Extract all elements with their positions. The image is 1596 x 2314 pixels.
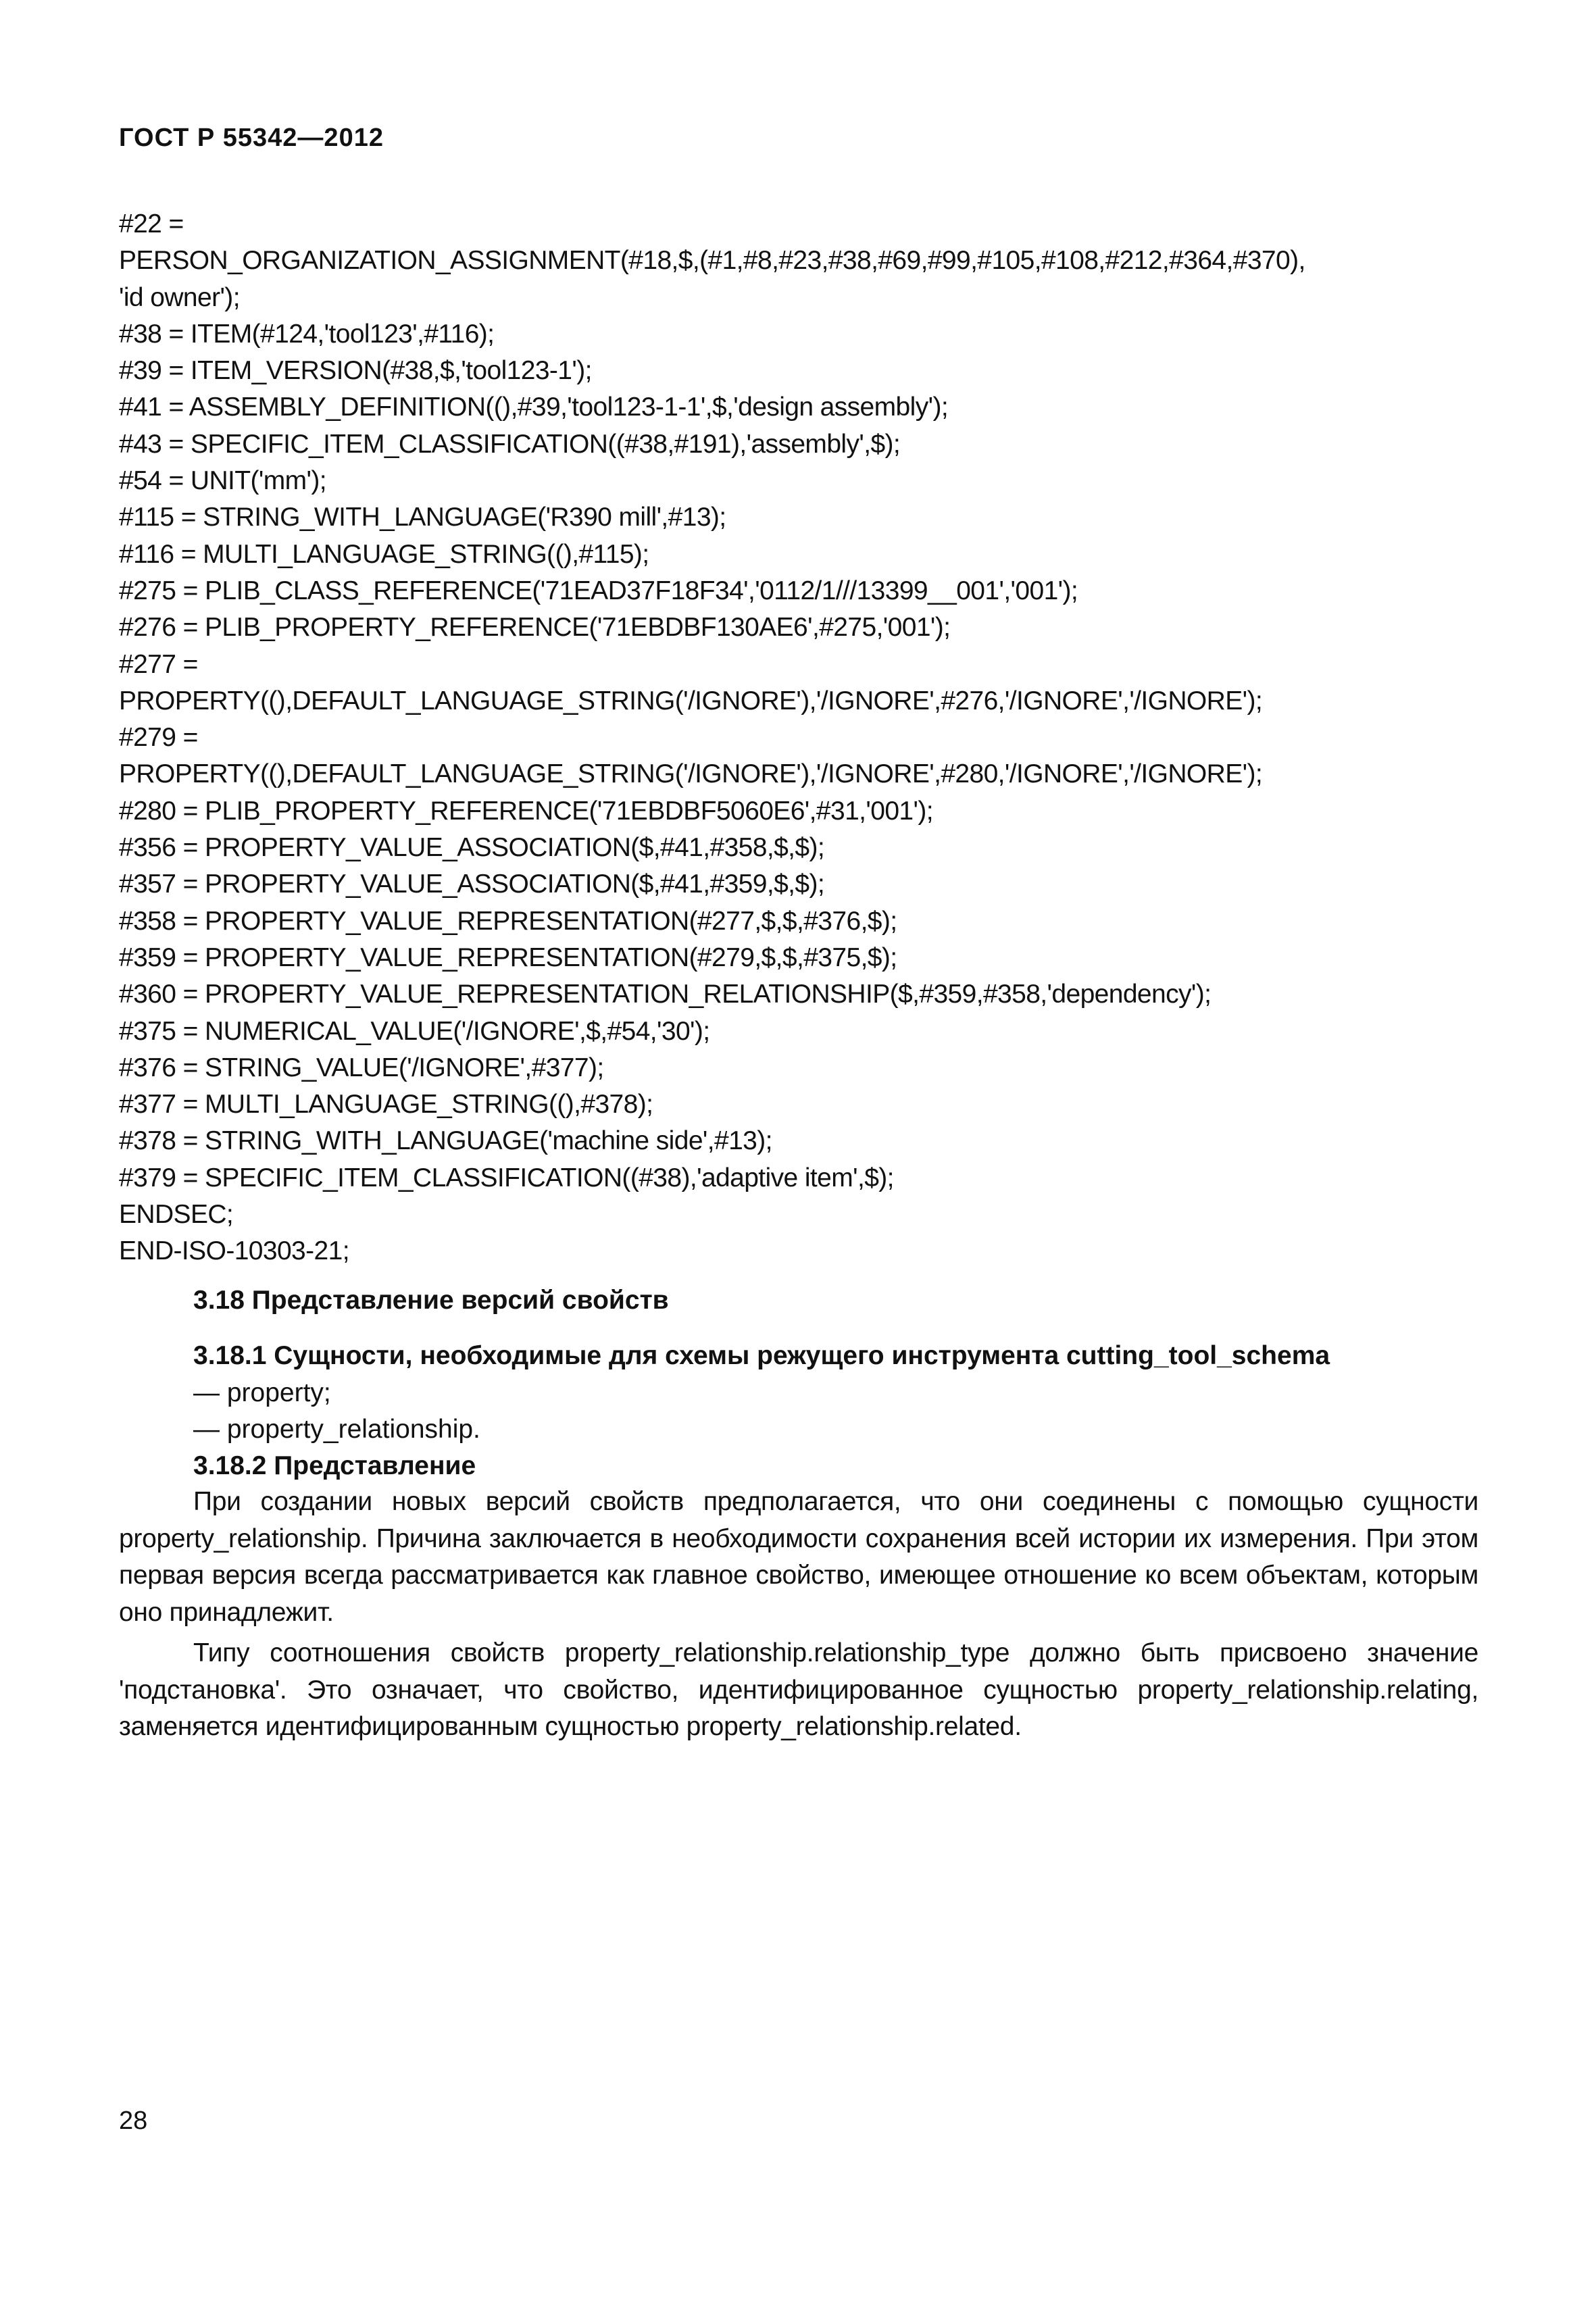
section-heading-3-18-1: 3.18.1 Сущности, необходимые для схемы режущего инструмента cutting_tool_schema xyxy=(193,1341,1330,1370)
code-line: #54 = UNIT('mm'); xyxy=(119,466,326,496)
code-line: #38 = ITEM(#124,'tool123',#116); xyxy=(119,319,495,349)
code-line: 'id owner'); xyxy=(119,282,240,312)
code-line: #279 = xyxy=(119,723,198,753)
paragraph-versions: При создании новых версий свойств предполагается, что они соединены с помощью сущности property_relationship. Причина заключается в необходимости сохранения всей истории их измерения. При этом первая версия всегда рассматривается как главное свойство, имеющее отношение ко всем объектам, которым оно принадлежит. xyxy=(119,1487,1478,1627)
code-line: #359 = PROPERTY_VALUE_REPRESENTATION(#279,$,$,#375,$); xyxy=(119,942,897,972)
code-line: #376 = STRING_VALUE('/IGNORE',#377); xyxy=(119,1053,604,1082)
step-code-block xyxy=(119,206,1491,1270)
code-line: #360 = PROPERTY_VALUE_REPRESENTATION_RELATIONSHIP($,#359,#358,'dependency'); xyxy=(119,980,1212,1009)
code-line: #22 = xyxy=(119,209,184,238)
code-line: #43 = SPECIFIC_ITEM_CLASSIFICATION((#38,#191),'assembly',$); xyxy=(119,429,901,459)
code-line: #275 = PLIB_CLASS_REFERENCE('71EAD37F18F34','0112/1///13399__001','001'); xyxy=(119,576,1078,605)
code-line: #115 = STRING_WITH_LANGUAGE('R390 mill',#13); xyxy=(119,503,726,532)
section-heading-3-18: 3.18 Представление версий свойств xyxy=(193,1286,669,1315)
code-line: #375 = NUMERICAL_VALUE('/IGNORE',$,#54,'30'); xyxy=(119,1016,710,1046)
code-line: #276 = PLIB_PROPERTY_REFERENCE('71EBDBF130AE6',#275,'001'); xyxy=(119,613,951,643)
code-line: #378 = STRING_WITH_LANGUAGE('machine side',#13); xyxy=(119,1126,772,1156)
code-line: #356 = PROPERTY_VALUE_ASSOCIATION($,#41,#358,$,$); xyxy=(119,833,825,863)
code-line: #379 = SPECIFIC_ITEM_CLASSIFICATION((#38),'adaptive item',$); xyxy=(119,1163,894,1192)
page-number: 28 xyxy=(119,2107,148,2135)
list-item-property: — property; xyxy=(193,1378,331,1407)
code-line: #357 = PROPERTY_VALUE_ASSOCIATION($,#41,#359,$,$); xyxy=(119,870,825,899)
code-line: PROPERTY((),DEFAULT_LANGUAGE_STRING('/IGNORE'),'/IGNORE',#276,'/IGNORE','/IGNORE'); xyxy=(119,686,1263,715)
code-line: PROPERTY((),DEFAULT_LANGUAGE_STRING('/IGNORE'),'/IGNORE',#280,'/IGNORE','/IGNORE'); xyxy=(119,759,1263,789)
code-line: ENDSEC; xyxy=(119,1200,234,1230)
paragraph-relationship-type: Типу соотношения свойств property_relationship.relationship_type должно быть присвоено значение 'подстановка'. Это означает, что свойство, идентифицированное сущностью property_relationship.relating, заменяется идентифицированным сущностью property_relationship.related. xyxy=(119,1638,1478,1741)
section-heading-3-18-2: 3.18.2 Представление xyxy=(193,1451,476,1480)
code-line: #358 = PROPERTY_VALUE_REPRESENTATION(#277,$,$,#376,$); xyxy=(119,906,897,936)
code-line: #280 = PLIB_PROPERTY_REFERENCE('71EBDBF5060E6',#31,'001'); xyxy=(119,796,933,826)
code-line: #377 = MULTI_LANGUAGE_STRING((),#378); xyxy=(119,1090,653,1120)
code-line: #41 = ASSEMBLY_DEFINITION((),#39,'tool123-1-1',$,'design assembly'); xyxy=(119,393,949,422)
code-line: END-ISO-10303-21; xyxy=(119,1236,349,1266)
document-header: ГОСТ Р 55342—2012 xyxy=(119,124,384,152)
code-line: #39 = ITEM_VERSION(#38,$,'tool123-1'); xyxy=(119,356,592,386)
code-line: #277 = xyxy=(119,649,198,679)
list-item-property-relationship: — property_relationship. xyxy=(193,1415,480,1444)
code-line: #116 = MULTI_LANGUAGE_STRING((),#115); xyxy=(119,539,649,569)
code-line: PERSON_ORGANIZATION_ASSIGNMENT(#18,$,(#1,#8,#23,#38,#69,#99,#105,#108,#212,#364,#370), xyxy=(119,246,1305,276)
